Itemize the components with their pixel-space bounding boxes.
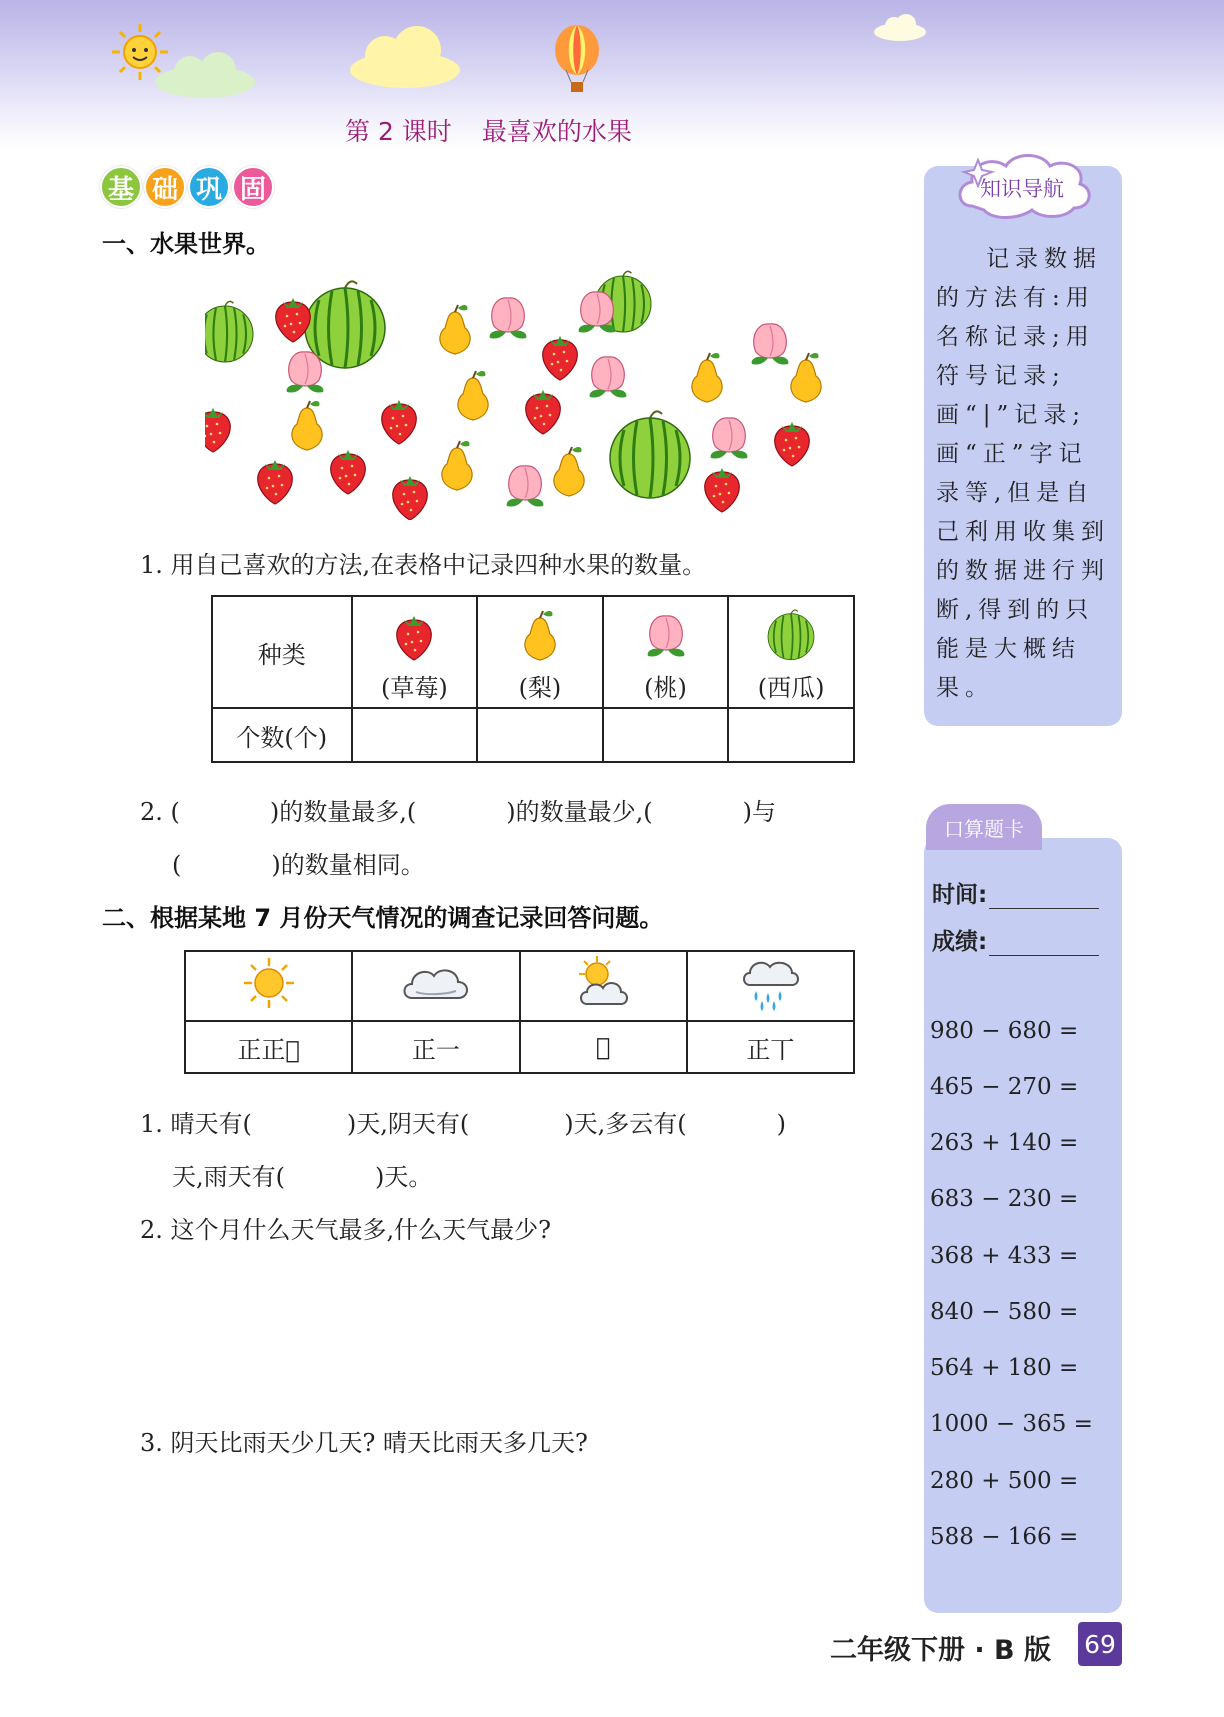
badge-char: 础	[144, 166, 186, 208]
table-cell-peach	[603, 596, 729, 708]
section-1-title: 一、水果世界。	[102, 230, 270, 258]
lesson-title	[345, 112, 632, 148]
table-header-count: 个数(个)	[212, 708, 352, 762]
watermelon-icon	[767, 608, 815, 662]
q2-text: )与	[742, 798, 776, 826]
small-cloud-decoration-icon	[870, 12, 930, 42]
calc-item: 1000 − 365 =	[930, 1411, 1093, 1437]
count-input-strawberry[interactable]	[352, 708, 478, 762]
table-header-type: 种类	[212, 596, 352, 708]
answer-area-2-3[interactable]	[140, 1465, 880, 1615]
section-badges	[100, 166, 276, 208]
calc-item: 980 − 680 =	[930, 1018, 1079, 1044]
knowledge-text: 记录数据的方法有:用名称记录;用符号记录;画“|”记录;画“正”字记录等,但是自己利用收集到的数据进行判断,得到的只能是大概结果。	[936, 246, 1110, 701]
tally-rainy: 正丅	[687, 1021, 854, 1073]
pear-icon	[516, 608, 564, 662]
q2-text: )的数量最多,(	[269, 798, 417, 826]
tally-sunny: 正正𤽄	[185, 1021, 352, 1073]
strawberry-icon	[390, 608, 438, 662]
q-text: )	[776, 1110, 786, 1138]
fruit-name: (梨)	[518, 674, 562, 702]
q-text: )天,阴天有(	[346, 1110, 470, 1138]
mental-math-tab: 口算题卡	[926, 804, 1042, 850]
peach-icon	[642, 608, 690, 662]
calc-item: 588 − 166 =	[930, 1524, 1079, 1550]
fruit-count-table	[211, 595, 855, 763]
lesson-number: 第 2 课时	[345, 117, 452, 146]
table-cell-watermelon	[728, 596, 854, 708]
tally-cloudy: 正一	[352, 1021, 519, 1073]
q2-text: (	[172, 851, 182, 879]
count-input-watermelon[interactable]	[728, 708, 854, 762]
tally-partly-cloudy: 𤽄	[520, 1021, 687, 1073]
time-field	[932, 876, 1099, 909]
rain-icon	[740, 953, 800, 1013]
answer-area-2-2[interactable]	[140, 1250, 880, 1400]
yellow-cloud-decoration-icon	[345, 22, 465, 92]
q-text: )天。	[375, 1163, 433, 1191]
sun-icon	[241, 955, 297, 1011]
time-label: 时间:	[932, 882, 988, 908]
calc-item: 564 + 180 =	[930, 1355, 1079, 1381]
score-label: 成绩:	[932, 929, 988, 955]
q-text: )天,多云有(	[564, 1110, 687, 1138]
q2-text: )的数量最少,(	[506, 798, 653, 826]
question-2-2: 2. 这个月什么天气最多,什么天气最少?	[140, 1216, 552, 1244]
hot-air-balloon-icon	[552, 24, 602, 96]
weather-cell-partly-cloudy	[520, 951, 687, 1021]
lesson-name: 最喜欢的水果	[481, 117, 632, 146]
q-text: 天,雨天有(	[172, 1163, 285, 1191]
q-text: 1. 晴天有(	[140, 1110, 252, 1138]
table-cell-pear	[477, 596, 603, 708]
score-field	[932, 923, 1099, 956]
weather-cell-sunny	[185, 951, 352, 1021]
question-2-3: 3. 阴天比雨天少几天? 晴天比雨天多几天?	[140, 1429, 588, 1457]
partly-cloudy-icon	[573, 954, 633, 1012]
calc-item: 280 + 500 =	[930, 1468, 1079, 1494]
q2-text: )的数量相同。	[271, 851, 425, 879]
fruit-name: (西瓜)	[757, 674, 825, 702]
weather-cell-cloudy	[352, 951, 519, 1021]
count-input-pear[interactable]	[477, 708, 603, 762]
fruit-name: (草莓)	[380, 674, 448, 702]
calc-item: 465 − 270 =	[930, 1074, 1079, 1100]
calc-item: 368 + 433 =	[930, 1243, 1079, 1269]
page-number: 69	[1078, 1622, 1122, 1666]
table-cell-strawberry	[352, 596, 478, 708]
count-input-peach[interactable]	[603, 708, 729, 762]
question-1-2-line1	[140, 792, 900, 827]
badge-char: 固	[232, 166, 274, 208]
green-cloud-decoration-icon	[150, 50, 260, 100]
cloud-icon	[400, 958, 472, 1008]
weather-record-table	[184, 950, 855, 1074]
fruit-name: (桃)	[644, 674, 687, 702]
score-input[interactable]	[989, 930, 1099, 956]
q2-text: 2. (	[140, 798, 180, 826]
calc-item: 683 − 230 =	[930, 1186, 1079, 1212]
grade-footer: 二年级下册 · B 版	[830, 1635, 1052, 1666]
section-2-title: 二、根据某地 7 月份天气情况的调查记录回答问题。	[102, 904, 664, 932]
weather-cell-rainy	[687, 951, 854, 1021]
question-1-1: 1. 用自己喜欢的方法,在表格中记录四种水果的数量。	[140, 551, 707, 579]
question-2-1-line2	[172, 1157, 432, 1192]
calc-item: 263 + 140 =	[930, 1130, 1079, 1156]
time-input[interactable]	[989, 883, 1099, 909]
badge-char: 基	[100, 166, 142, 208]
knowledge-tag-label: 知识导航	[980, 177, 1064, 201]
question-1-2-line2	[172, 845, 425, 880]
fruit-illustration	[205, 270, 835, 520]
badge-char: 巩	[188, 166, 230, 208]
question-2-1-line1	[140, 1104, 786, 1139]
calc-item: 840 − 580 =	[930, 1299, 1079, 1325]
